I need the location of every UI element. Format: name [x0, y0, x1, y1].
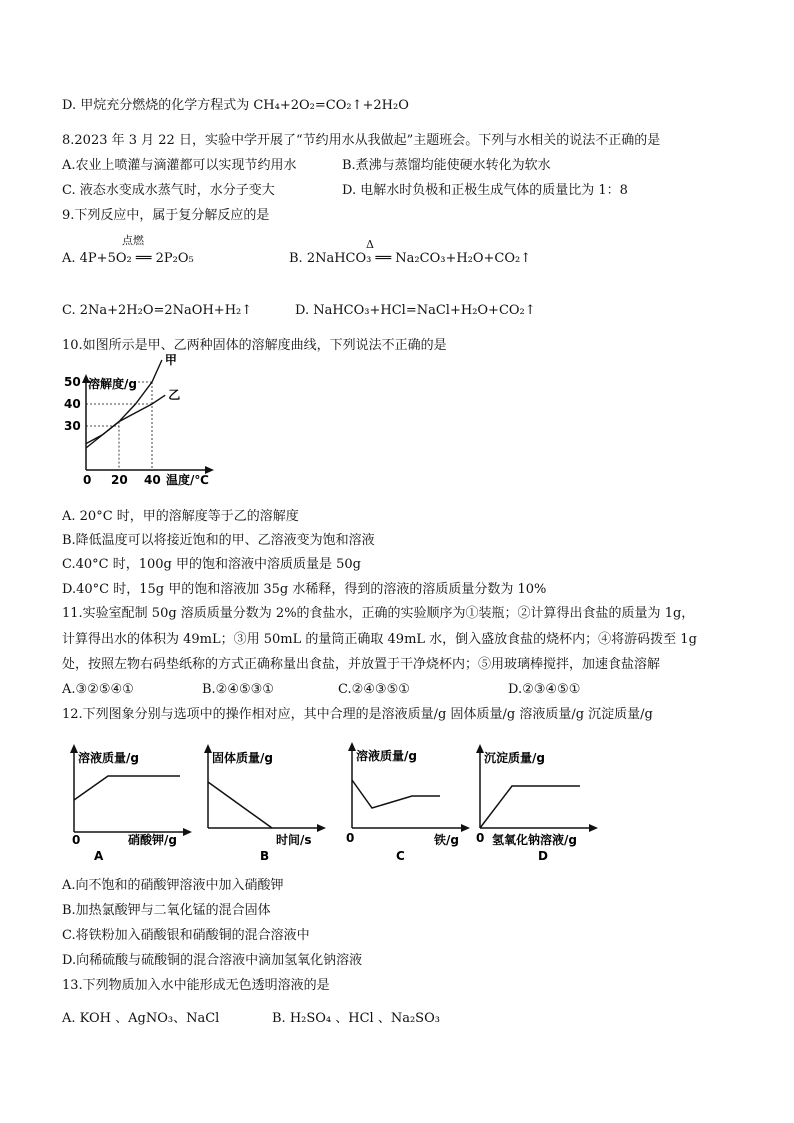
q11-line-2: 计算得出水的体积为 49mL；③用 50mL 的量筒正确取 49mL 水，倒入盛放食盐的烧杯内；④将游码拨至 1g	[62, 632, 697, 647]
q12-option-c: C.将铁粉加入硝酸银和硝酸铜的混合溶液中	[62, 928, 310, 943]
q7-option-d: D. 甲烷充分燃烧的化学方程式为 CH₄+2O₂=CO₂↑+2H₂O	[62, 98, 409, 113]
graph-b	[196, 740, 326, 865]
x-tick-20: 20	[111, 473, 128, 487]
q11-option-d: D.②③④⑤①	[508, 682, 581, 697]
q8-option-d: D. 电解水时负极和正极生成气体的质量比为 1：8	[342, 183, 628, 198]
q8-option-c: C. 液态水变成水蒸气时，水分子变大	[62, 183, 275, 198]
graph-a-curve	[74, 776, 180, 800]
q11-option-c: C.②④③⑤①	[338, 682, 410, 697]
graph-b-curve	[208, 782, 272, 828]
q8-option-b: B.煮沸与蒸馏均能使硬水转化为软水	[342, 158, 551, 173]
graph-a-y-arrow	[70, 744, 78, 753]
graph-d-ylabel: 沉淀质量/g	[484, 751, 545, 765]
graph-b-x-arrow	[317, 824, 326, 832]
graph-a-letter: A	[94, 849, 104, 863]
graph-c-x-arrow	[461, 824, 470, 832]
q9-a-condition: 点燃	[122, 234, 144, 247]
y-tick-30: 30	[64, 419, 81, 433]
graph-b-y-arrow	[204, 744, 212, 753]
q12-option-d: D.向稀硫酸与硫酸铜的混合溶液中滴加氢氧化钠溶液	[62, 953, 363, 968]
q9-option-b: B. 2NaHCO₃ ══ Na₂CO₃+H₂O+CO₂↑	[289, 251, 532, 266]
q10-option-c: C.40°C 时，100g 甲的饱和溶液中溶质质量是 50g	[62, 557, 362, 572]
q9-option-a: A. 4P+5O₂ ══ 2P₂O₅	[62, 251, 194, 266]
q12-option-b: B.加热氯酸钾与二氧化锰的混合固体	[62, 903, 271, 918]
graph-a-origin: 0	[72, 833, 81, 847]
graph-c-origin: 0	[346, 831, 355, 845]
chart-ylabel: 溶解度/g	[88, 377, 137, 391]
graph-d-curve	[480, 786, 580, 828]
q10-option-d: D.40°C 时，15g 甲的饱和溶液加 35g 水稀释，得到的溶液的溶质质量分数为 10%	[62, 582, 547, 597]
series-curve-1	[86, 360, 162, 444]
graph-a	[62, 740, 192, 865]
q9-stem: 9.下列反应中，属于复分解反应的是	[62, 208, 270, 223]
graph-d-origin: 0	[476, 831, 485, 845]
q13-option-a: A. KOH 、AgNO₃、NaCl	[62, 1011, 220, 1026]
graph-d-xlabel: 氢氧化钠溶液/g	[492, 833, 577, 847]
q11-line-3: 处，按照左物右码垫纸称的方式正确称量出食盐，并放置于干净烧杯内；⑤用玻璃棒搅拌，加速食盐溶解	[62, 657, 661, 672]
graph-d-y-arrow	[476, 744, 484, 753]
q13-stem: 13.下列物质加入水中能形成无色透明溶液的是	[62, 978, 330, 993]
series-label-1: 甲	[164, 353, 177, 367]
graph-d-letter: D	[538, 849, 548, 863]
q8-option-a: A.农业上喷灌与滴灌都可以实现节约用水	[62, 158, 297, 173]
graph-b-xlabel: 时间/s	[276, 833, 312, 847]
q9-b-condition: Δ	[366, 238, 374, 251]
q13-option-b: B. H₂SO₄ 、HCl 、Na₂SO₃	[272, 1011, 440, 1026]
graph-c-ylabel: 溶液质量/g	[356, 749, 417, 763]
series-label-2: 乙	[168, 388, 181, 403]
q12-option-a: A.向不饱和的硝酸钾溶液中加入硝酸钾	[62, 878, 284, 893]
q10-option-b: B.降低温度可以将接近饱和的甲、乙溶液变为饱和溶液	[62, 533, 375, 548]
x-tick-0: 0	[83, 473, 92, 487]
graph-c-letter: C	[396, 849, 405, 863]
q9-option-d: D. NaHCO₃+HCl=NaCl+H₂O+CO₂↑	[295, 303, 536, 318]
x-tick-40: 40	[144, 473, 161, 487]
q8-stem: 8.2023 年 3 月 22 日，实验中学开展了“节约用水从我做起”主题班会。下列与水相关的说法不正确的是	[62, 133, 661, 148]
y-tick-40: 40	[64, 397, 81, 411]
graph-d-x-arrow	[589, 824, 598, 832]
q12-stem: 12.下列图象分别与选项中的操作相对应，其中合理的是溶液质量/g 固体质量/g 溶液质量/g 沉淀质量/g	[62, 707, 653, 722]
graph-b-letter: B	[260, 849, 270, 863]
q9-option-c: C. 2Na+2H₂O=2NaOH+H₂↑	[62, 303, 253, 318]
q10-stem: 10.如图所示是甲、乙两种固体的溶解度曲线，下列说法不正确的是	[62, 338, 447, 353]
chart-xlabel: 温度/℃	[166, 473, 209, 487]
graph-a-x-arrow	[183, 828, 192, 836]
graph-b-ylabel: 固体质量/g	[212, 751, 273, 765]
series-curve-2	[86, 395, 165, 448]
graph-c-y-arrow	[348, 742, 356, 751]
graph-a-ylabel: 溶液质量/g	[78, 751, 139, 765]
graph-a-xlabel: 硝酸钾/g	[128, 833, 177, 847]
q10-option-a: A. 20°C 时，甲的溶解度等于乙的溶解度	[62, 509, 299, 524]
graph-d	[470, 740, 600, 865]
graph-c	[340, 740, 470, 865]
q11-line-1: 11.实验室配制 50g 溶质质量分数为 2%的食盐水，正确的实验顺序为①装瓶；②计算得出食盐的质量为 1g，	[62, 606, 695, 621]
solubility-chart	[62, 353, 222, 496]
graph-c-xlabel: 铁/g	[434, 833, 459, 847]
y-tick-50: 50	[64, 375, 81, 389]
q11-option-a: A.③②⑤④①	[62, 682, 134, 697]
graph-c-curve	[352, 780, 440, 808]
q11-option-b: B.②④⑤③①	[202, 682, 274, 697]
